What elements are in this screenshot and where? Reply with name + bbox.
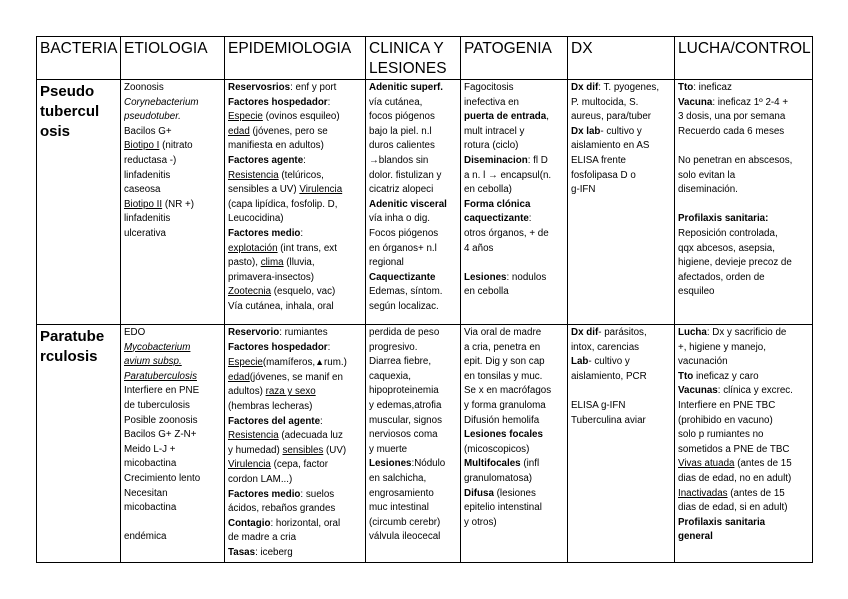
lucha-line: Profilaxis sanitaria	[678, 516, 766, 528]
etio-text: (nitrato	[162, 140, 193, 152]
pat-line: en cebolla)	[464, 184, 512, 196]
epi-line	[228, 546, 362, 561]
epidemiologia-cell	[225, 325, 366, 563]
etio-line: Bacilos G+	[124, 125, 172, 137]
lucha-text: : Dx y sacrificio de	[706, 327, 787, 338]
pat-line	[464, 457, 564, 472]
etio-line: Zoonosis	[124, 82, 164, 93]
lucha-line	[678, 326, 809, 341]
epi-line	[228, 488, 362, 503]
clin-line: focos piógenos	[369, 111, 435, 123]
epi-heading: Factores hospedador	[228, 96, 328, 108]
epi-term: clima	[260, 257, 284, 269]
pat-text: (lesiones	[493, 487, 536, 499]
lucha-line: +, higiene y manejo,	[678, 341, 766, 353]
patogenia-cell	[461, 80, 568, 325]
epi-text: : iceberg	[255, 546, 293, 558]
spacer	[678, 139, 809, 154]
etio-text: (NR +)	[164, 198, 194, 210]
epi-term: Virulencia	[228, 459, 271, 471]
clin-line: muc intestinal	[369, 502, 429, 514]
epi-text: (mamíferos,	[262, 357, 316, 369]
epi-line	[228, 458, 362, 473]
pat-text: : fl D	[527, 154, 548, 166]
pat-line: granulomatosa)	[464, 472, 533, 484]
epi-text: (telúricos,	[278, 169, 324, 181]
lucha-line: qqx abcesos, asepsia,	[678, 242, 775, 254]
etio-line: EDO	[124, 327, 146, 338]
clin-line: en órganos+ n.l	[369, 242, 437, 254]
header-clinica-line2: LESIONES	[369, 60, 447, 77]
etio-line: Paratuberculosis	[124, 370, 197, 382]
dx-line: aislamiento, PCR	[571, 370, 647, 382]
pat-line: Via oral de madre	[464, 327, 542, 338]
clin-line: perdida de peso	[369, 327, 440, 338]
epi-line	[228, 154, 362, 169]
epi-text: (lluvia,	[283, 257, 315, 269]
dx-heading: Dx dif	[571, 82, 599, 93]
lucha-term: Inactivadas	[678, 487, 728, 499]
etio-term: Biotipo I	[124, 140, 160, 152]
bacteria-name-cell	[37, 80, 121, 325]
etio-line: Meido L-J +	[124, 443, 176, 455]
epi-text: sensibles a UV)	[228, 184, 297, 196]
lucha-heading: Vacunas	[678, 385, 718, 397]
pat-heading: caquectizante	[464, 213, 529, 225]
lucha-line: sometidos a PNE de TBC	[678, 443, 790, 455]
clin-line: Diarrea fiebre,	[369, 356, 432, 368]
lucha-text: ineficaz y caro	[693, 370, 759, 382]
clin-line: vía inha o dig.	[369, 213, 431, 225]
dx-line	[571, 125, 671, 140]
header-dx: DX	[568, 37, 675, 80]
pat-line	[464, 271, 564, 286]
etio-line: reductasa -)	[124, 154, 177, 166]
lucha-line: diseminación.	[678, 184, 738, 196]
dx-line	[571, 355, 671, 370]
etio-line: Interfiere en PNE	[124, 385, 200, 397]
epi-term: edad	[228, 125, 250, 137]
epi-heading: Factores hospedador	[228, 341, 328, 353]
lucha-line	[678, 81, 809, 96]
lucha-line: No penetran en abscesos,	[678, 154, 793, 166]
epi-heading: Factores agente	[228, 154, 304, 166]
clin-line: engrosamiento	[369, 487, 434, 499]
header-clinica-line1: CLINICA Y	[369, 40, 444, 57]
pat-line: epitelio intenstinal	[464, 502, 542, 514]
epi-text: : suelos	[300, 488, 335, 500]
clin-line: Caquectizante	[369, 271, 436, 283]
epi-text: :	[327, 341, 331, 353]
epi-line: de madre a cria	[228, 532, 297, 544]
lucha-heading: Lucha	[678, 327, 707, 338]
dx-line: ELISA g-IFN	[571, 399, 626, 411]
epi-heading: Tasas	[228, 546, 256, 558]
table-row	[37, 80, 813, 325]
dx-line: intox, carencias	[571, 341, 640, 353]
pat-heading: Multifocales	[464, 458, 521, 470]
dx-line: g-IFN	[571, 184, 596, 196]
epi-term: Especie	[228, 111, 263, 123]
dx-line: Tuberculina aviar	[571, 414, 646, 426]
dx-heading: Dx dif	[571, 327, 599, 338]
epi-text: :	[327, 96, 331, 108]
pat-line: Forma clónica	[464, 198, 531, 210]
clinica-cell	[366, 80, 461, 325]
clin-line: Adenitic visceral	[369, 198, 447, 210]
epi-term: Resistencia	[228, 169, 279, 181]
clin-line: (circumb cerebr)	[369, 516, 441, 528]
epi-line: primavera-insectos)	[228, 271, 315, 283]
pat-line	[464, 212, 564, 227]
clinica-cell	[366, 325, 461, 563]
pat-text: ,	[546, 111, 549, 123]
patogenia-cell	[461, 325, 568, 563]
etio-line: Mycobacterium	[124, 341, 191, 353]
epi-line	[228, 429, 362, 444]
epi-term: sensibles	[282, 444, 324, 456]
epi-text: y humedad)	[228, 444, 283, 456]
clin-line: regional	[369, 257, 404, 269]
bacteria-name-line: tubercul	[40, 103, 100, 120]
clin-line: en salchicha,	[369, 472, 427, 484]
dx-text: - parásitos,	[598, 327, 647, 338]
epi-line: cordon LAM...)	[228, 473, 293, 485]
etio-line: micobactina	[124, 458, 177, 470]
dx-cell	[568, 80, 675, 325]
etio-line: ulcerativa	[124, 227, 166, 239]
epi-line: (hembras lecheras)	[228, 400, 313, 412]
dx-line	[571, 326, 671, 341]
epi-text: : enf y port	[290, 82, 337, 93]
pat-line: epit. Dig y son cap	[464, 356, 545, 368]
epi-line: Leucocidina)	[228, 213, 284, 225]
lucha-line: Interfiere en PNE TBC	[678, 399, 776, 411]
etio-line: pseudotuber.	[124, 111, 181, 123]
lucha-cell	[675, 80, 813, 325]
etiologia-cell	[121, 325, 225, 563]
epidemiologia-cell	[225, 80, 366, 325]
clin-text: :Nódulo	[411, 458, 446, 470]
dx-heading: Dx lab	[571, 125, 601, 137]
clin-line: según localizac.	[369, 300, 439, 312]
pat-line: y otros)	[464, 516, 497, 528]
epi-text: (jóvenes, se manif en	[249, 371, 343, 383]
epi-line	[228, 96, 362, 111]
spacer	[678, 198, 809, 213]
lucha-line: Reposición controlada,	[678, 227, 778, 239]
lucha-line: dias de edad, no en adult)	[678, 472, 792, 484]
pat-line: Se x en macrófagos	[464, 385, 552, 397]
clin-line: nerviosos coma	[369, 429, 438, 441]
epi-text: : horizontal, oral	[270, 517, 341, 529]
epi-heading: Reservosrios	[228, 82, 291, 93]
lucha-text: : ineficaz 1º 2-4 +	[712, 96, 789, 108]
etio-line: Posible zoonosis	[124, 414, 198, 426]
pat-line: Fagocitosis	[464, 82, 514, 93]
bacteria-name-cell	[37, 325, 121, 563]
etio-line: micobactina	[124, 502, 177, 514]
epi-term: Virulencia	[299, 184, 343, 196]
clin-line: Edemas, síntom.	[369, 286, 443, 298]
dx-text: - cultivo y	[600, 125, 642, 137]
epi-line	[228, 326, 362, 341]
bacteria-table	[36, 36, 813, 563]
spacer	[571, 384, 671, 399]
etio-line	[124, 139, 221, 154]
dx-text: - cultivo y	[588, 356, 630, 368]
epi-text: (adecuada luz	[278, 430, 343, 442]
lucha-line: solo p rumiantes no	[678, 429, 764, 441]
clin-line: y edemas,atrofia	[369, 399, 442, 411]
bacteria-name-line: Paratube	[40, 328, 105, 345]
pat-line	[464, 110, 564, 125]
epi-text: (ovinos esquileo)	[262, 111, 340, 123]
lucha-heading: Vacuna	[678, 96, 713, 108]
epi-heading: Reservorio	[228, 327, 280, 338]
pat-heading: Lesiones	[464, 271, 507, 283]
dx-line: aislamiento en AS	[571, 140, 650, 152]
epi-line	[228, 385, 362, 400]
lucha-line: general	[678, 531, 713, 543]
epi-text: :	[320, 415, 323, 427]
lucha-line: esquileo	[678, 286, 715, 298]
lucha-text: (antes de 15	[727, 487, 785, 499]
dx-text: : T. pyogenes,	[598, 82, 660, 93]
header-patogenia: PATOGENIA	[461, 37, 568, 80]
etio-line: linfadenitis	[124, 169, 171, 181]
dx-line: aureus, para/tuber	[571, 111, 652, 123]
lucha-line	[678, 370, 809, 385]
clin-line: hipoproteinemia	[369, 385, 439, 397]
bacteria-name-line: rculosis	[40, 348, 98, 365]
pat-line: Difusión hemolifa	[464, 414, 540, 426]
lucha-heading: Tto	[678, 370, 694, 382]
epi-text: :	[300, 227, 304, 239]
epi-line	[228, 355, 362, 371]
epi-term: Especie	[228, 357, 263, 369]
pat-line: y forma granuloma	[464, 399, 546, 411]
epi-heading: Factores del agente	[228, 415, 321, 427]
epi-text: (UV)	[323, 444, 347, 456]
epi-text: :	[303, 154, 306, 166]
etio-line: de tuberculosis	[124, 399, 190, 411]
pat-line: en cebolla	[464, 286, 509, 298]
lucha-line: vacunación	[678, 356, 728, 368]
clin-line: válvula ileocecal	[369, 531, 441, 543]
dx-cell	[568, 325, 675, 563]
etiologia-cell	[121, 80, 225, 325]
lucha-line: afectados, orden de	[678, 271, 765, 283]
epi-line	[228, 81, 362, 96]
pat-text: (infl	[520, 458, 540, 470]
epi-line	[228, 285, 362, 300]
clin-line	[369, 457, 457, 472]
clin-line: bajo la piel. n.l	[369, 125, 432, 137]
pat-line: rotura (ciclo)	[464, 140, 519, 152]
table-row	[37, 325, 813, 563]
lucha-line	[678, 96, 809, 111]
clin-line: caquexia,	[369, 370, 411, 382]
epi-term: edad	[228, 371, 250, 383]
clin-line: →blandos sin	[369, 154, 429, 166]
clin-line: dolor. fistulizan y	[369, 169, 442, 181]
header-etiologia: ETIOLOGIA	[121, 37, 225, 80]
dx-line: ELISA frente	[571, 154, 627, 166]
epi-line	[228, 371, 362, 386]
epi-heading: Factores medio	[228, 227, 301, 239]
lucha-term: Vivas atuada	[678, 458, 735, 470]
epi-line	[228, 517, 362, 532]
epi-line: (capa lipídica, fosfolip. D,	[228, 198, 338, 210]
etio-line: Corynebacterium	[124, 96, 199, 108]
header-clinica	[366, 37, 461, 80]
epi-term: raza y sexo	[265, 386, 316, 398]
etio-line	[124, 198, 221, 213]
pat-line: Lesiones focales	[464, 429, 543, 441]
clin-heading: Lesiones	[369, 458, 412, 470]
clin-line: Focos piógenos	[369, 227, 439, 239]
etio-line: endémica	[124, 531, 167, 543]
pat-line: mult intracel y	[464, 125, 525, 137]
epi-term: explotación	[228, 242, 278, 254]
clin-line: duros calientes	[369, 140, 435, 152]
clin-line: Adenitic superf.	[369, 82, 444, 93]
epi-heading: Contagio	[228, 517, 271, 529]
pat-text: : nodulos	[506, 271, 547, 283]
pat-line: a n. l → encapsul(n.	[464, 169, 552, 181]
pat-line: a cria, penetra en	[464, 341, 541, 353]
epi-line	[228, 125, 362, 140]
epi-line	[228, 169, 362, 184]
lucha-line: 3 dosis, una por semana	[678, 111, 786, 123]
pat-line	[464, 154, 564, 169]
lucha-heading: Profilaxis sanitaria	[678, 213, 766, 225]
cursor-icon: ▲	[315, 357, 325, 368]
epi-term: Zootecnia	[228, 286, 272, 298]
clin-line: y muerte	[369, 443, 408, 455]
pat-line: 4 años	[464, 242, 494, 254]
pat-heading: Difusa	[464, 487, 494, 499]
lucha-line	[678, 212, 809, 227]
pat-line: inefectiva en	[464, 96, 520, 108]
etio-term: Biotipo II	[124, 198, 163, 210]
epi-line	[228, 341, 362, 356]
epi-line	[228, 227, 362, 242]
clin-line: muscular, signos	[369, 414, 442, 426]
lucha-line: solo evitan la	[678, 169, 736, 181]
epi-line	[228, 415, 362, 430]
spacer	[124, 516, 221, 531]
pat-text: :	[528, 213, 532, 225]
lucha-text: :	[765, 213, 769, 225]
etio-line: Crecimiento lento	[124, 472, 201, 484]
dx-line	[571, 81, 671, 96]
lucha-text: (antes de 15	[734, 458, 792, 470]
epi-line	[228, 256, 362, 271]
clin-line: vía cutánea,	[369, 96, 423, 108]
clin-line: progresivo.	[369, 341, 418, 353]
epi-text: rum.)	[324, 357, 347, 369]
bacteria-name-line: osis	[40, 123, 71, 140]
header-row	[37, 37, 813, 80]
epi-line	[228, 110, 362, 125]
epi-line	[228, 242, 362, 257]
etio-line: Bacilos G+ Z-N+	[124, 429, 197, 441]
dx-line: fosfolipasa D o	[571, 169, 636, 181]
epi-line	[228, 444, 362, 459]
pat-line: otros órganos, + de	[464, 227, 549, 239]
etio-line: caseosa	[124, 184, 161, 196]
epi-text: (cepa, factor	[270, 459, 329, 471]
pat-line: en tonsilas y muc.	[464, 370, 543, 382]
dx-heading: Lab	[571, 356, 589, 368]
lucha-line: higiene, devieje precoz de	[678, 257, 792, 269]
pat-heading: Diseminacion	[464, 154, 528, 166]
epi-text: (esquelo, vac)	[271, 286, 336, 298]
epi-line: ácidos, rebaños grandes	[228, 503, 336, 515]
dx-line: P. multocida, S.	[571, 96, 639, 108]
pat-line	[464, 487, 564, 502]
epi-text: (jóvenes, pero se	[249, 125, 328, 137]
epi-line	[228, 183, 362, 198]
etio-line: linfadenitis	[124, 213, 171, 225]
epi-line: manifiesta en adultos)	[228, 140, 324, 152]
epi-heading: Factores medio	[228, 488, 301, 500]
header-bacteria: BACTERIA	[37, 37, 121, 80]
lucha-line	[678, 457, 809, 472]
lucha-line: (prohibido en vacuno)	[678, 414, 773, 426]
lucha-cell	[675, 325, 813, 563]
pat-heading: puerta de entrada	[464, 111, 547, 123]
clin-line: cicatriz alopeci	[369, 184, 434, 196]
header-lucha: LUCHA/CONTROL	[675, 37, 813, 80]
epi-text: adultos)	[228, 386, 266, 398]
etio-line: avium subsp.	[124, 356, 182, 368]
spacer	[464, 256, 564, 271]
epi-line: Vía cutánea, inhala, oral	[228, 300, 334, 312]
epi-text: pasto),	[228, 257, 261, 269]
epi-text: (int trans, ext	[277, 242, 337, 254]
lucha-line: dias de edad, si en adult)	[678, 502, 788, 514]
epi-term: Resistencia	[228, 430, 279, 442]
lucha-line	[678, 384, 809, 399]
bacteria-name-line: Pseudo	[40, 83, 95, 100]
lucha-text: : clínica y excrec.	[717, 385, 793, 397]
lucha-text: : ineficaz	[693, 82, 732, 93]
epi-text: : rumiantes	[279, 327, 328, 338]
etio-line: Necesitan	[124, 487, 168, 499]
lucha-line	[678, 487, 809, 502]
pat-line: (micoscopicos)	[464, 443, 530, 455]
lucha-line: Recuerdo cada 6 meses	[678, 125, 785, 137]
header-epidemiologia: EPIDEMIOLOGIA	[225, 37, 366, 80]
lucha-heading: Tto	[678, 82, 694, 93]
